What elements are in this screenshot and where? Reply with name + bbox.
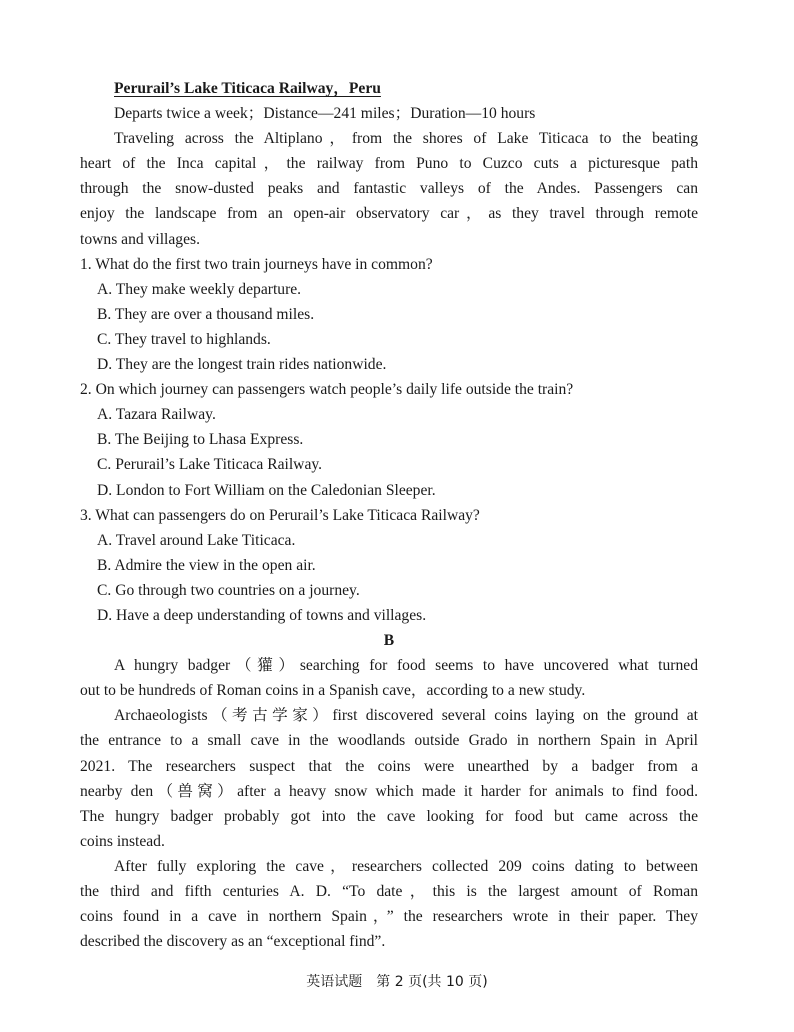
exam-page-content bbox=[80, 76, 698, 954]
answer-option: D. They are the longest train rides nationwide. bbox=[97, 356, 387, 374]
question-stem: 1. What do the first two train journeys have in common? bbox=[80, 255, 433, 273]
passage-text-line: coins found in a cave in northern Spain，” the researchers wrote in their paper. They bbox=[80, 908, 698, 926]
answer-option: B. The Beijing to Lhasa Express. bbox=[97, 431, 304, 449]
passage-text-line: nearby den（兽窝）after a heavy snow which made it harder for animals to find food. bbox=[80, 782, 698, 800]
passage-text-line: enjoy the landscape from an open-air observatory car，as they travel through remote bbox=[80, 205, 698, 223]
question-stem: 2. On which journey can passengers watch people’s daily life outside the train? bbox=[80, 381, 574, 399]
passage-text-line: The hungry badger probably got into the cave looking for food but came across the bbox=[80, 807, 698, 825]
passage-text-line: 2021. The researchers suspect that the coins were unearthed by a badger from a bbox=[80, 757, 698, 775]
answer-option: B. Admire the view in the open air. bbox=[97, 556, 316, 574]
answer-option: B. They are over a thousand miles. bbox=[97, 305, 315, 323]
passage-text-line: heart of the Inca capital，the railway from Puno to Cuzco cuts a picturesque path bbox=[80, 155, 698, 173]
answer-option: D. Have a deep understanding of towns and villages. bbox=[97, 606, 427, 624]
answer-option: A. They make weekly departure. bbox=[97, 280, 302, 298]
passage-text-line: the third and fifth centuries A. D. “To date，this is the largest amount of Roman bbox=[80, 883, 698, 900]
passage-text-line: out to be hundreds of Roman coins in a Spanish cave，according to a new study. bbox=[80, 682, 586, 700]
passage-text-line: described the discovery as an “exceptional find”. bbox=[80, 933, 386, 951]
passage-text-line: Archaeologists（考古学家）first discovered several coins laying on the ground at bbox=[114, 707, 698, 725]
answer-option: D. London to Fort William on the Caledonian Sleeper. bbox=[97, 481, 436, 499]
section-heading: B bbox=[383, 632, 395, 650]
answer-option: A. Tazara Railway. bbox=[97, 406, 216, 424]
passage-text-line: Traveling across the Altiplano，from the shores of Lake Titicaca to the beating bbox=[114, 130, 698, 148]
passage-text-line: coins instead. bbox=[80, 832, 165, 850]
passage-text-line: A hungry badger（獾）searching for food seems to have uncovered what turned bbox=[114, 657, 698, 675]
passage-text-line: After fully exploring the cave，researchers collected 209 coins dating to between bbox=[114, 857, 698, 875]
answer-option: C. Perurail’s Lake Titicaca Railway. bbox=[97, 456, 323, 474]
passage-text-line: towns and villages. bbox=[80, 230, 200, 248]
page-footer: 英语试题 第 2 页(共 10 页) bbox=[306, 974, 488, 990]
answer-option: C. Go through two countries on a journey. bbox=[97, 581, 360, 599]
passage-info-line: Departs twice a week；Distance—241 miles；Duration—10 hours bbox=[114, 105, 536, 123]
passage-title: Perurail’s Lake Titicaca Railway，Peru bbox=[114, 80, 381, 97]
answer-option: C. They travel to highlands. bbox=[97, 330, 271, 348]
answer-option: A. Travel around Lake Titicaca. bbox=[97, 531, 296, 549]
question-stem: 3. What can passengers do on Perurail’s Lake Titicaca Railway? bbox=[80, 506, 480, 524]
passage-text-line: through the snow-dusted peaks and fantastic valleys of the Andes. Passengers can bbox=[80, 180, 698, 198]
passage-text-line: the entrance to a small cave in the woodlands outside Grado in northern Spain in April bbox=[80, 732, 698, 750]
